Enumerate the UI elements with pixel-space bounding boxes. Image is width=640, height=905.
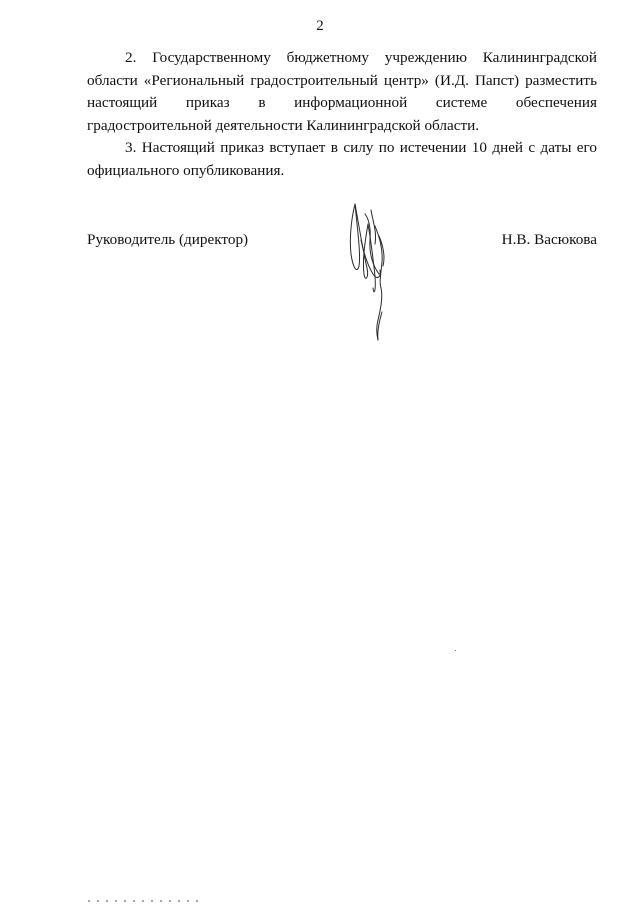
page-number: 2 — [316, 18, 324, 34]
paragraph-2: 2. Государственному бюджетному учреждению Калининградской области «Региональный градостроительный центр» (И.Д. Папст) разместить настоящий приказ в информационной системе обеспечения градостроительной деятельности Калининградской области. — [87, 49, 597, 134]
scan-edge-dots — [88, 900, 198, 902]
signatory-name: Н.В. Васюкова — [501, 231, 597, 248]
handwritten-signature — [335, 196, 415, 346]
scan-speck — [455, 650, 456, 651]
signatory-role: Руководитель (директор) — [87, 231, 249, 248]
paragraph-3: 3. Настоящий приказ вступает в силу по истечении 10 дней с даты его официального опубликования. — [87, 139, 597, 179]
document-body — [87, 47, 597, 182]
